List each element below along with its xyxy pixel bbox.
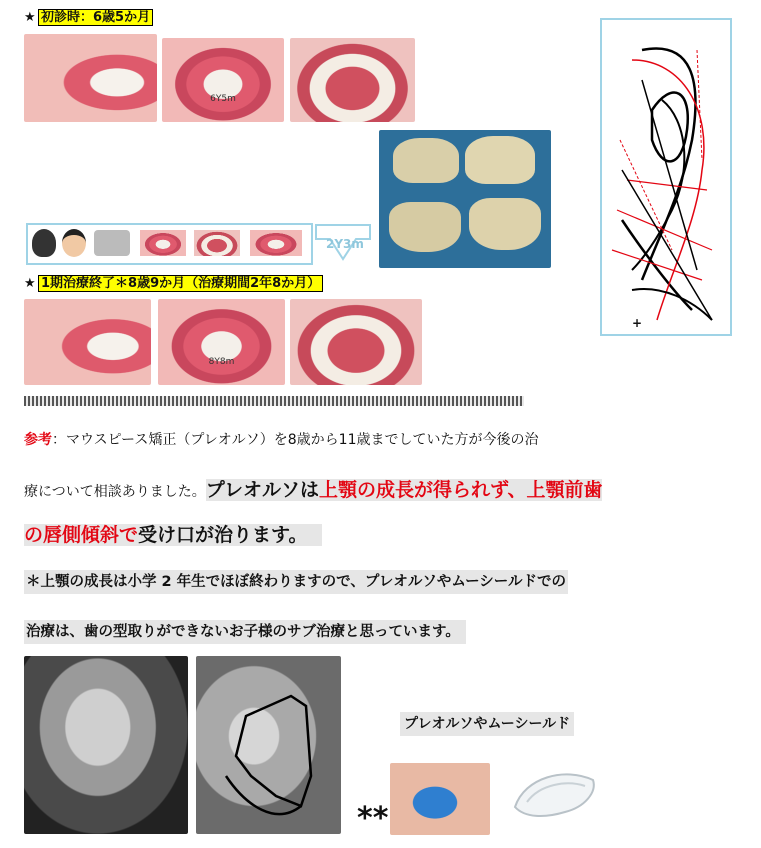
timeline-photo-2 <box>194 230 240 256</box>
timeline-photo-1 <box>140 230 186 256</box>
final-photo-caption: 8Y8m <box>208 357 235 367</box>
appliance-in-mouth-photo <box>390 763 490 835</box>
appliance-caption: プレオルソやムーシールド <box>400 712 574 736</box>
note-line-3-red: の唇側傾斜で <box>24 524 139 546</box>
appliance-icon <box>505 762 603 826</box>
dental-models-photo <box>379 130 551 268</box>
section2-label: 1期治療終了＊8歳9か月（治療期間2年8か月） <box>38 275 323 292</box>
star-icon-2: ★ <box>24 276 36 291</box>
note-line-1-text: ：マウスピース矯正（プレオルソ）を8歳から11歳までしていた方が今後の治 <box>52 432 539 448</box>
section1-label: 初診時：6歳5か月 <box>38 9 153 26</box>
note-line-3-bold: 受け口が治ります。 <box>138 524 321 546</box>
note-line-2-red: 上顎の成長が得られず、上顎前歯 <box>318 479 603 501</box>
xray-cephalogram <box>24 656 188 834</box>
arrow-down-icon <box>310 223 376 261</box>
note-prefix: 参考 <box>24 432 52 448</box>
head-profile-icon <box>32 229 56 257</box>
device-icon <box>94 230 130 256</box>
note-line-3 <box>24 522 322 550</box>
final-photo-frontal <box>158 299 285 385</box>
xray-tracing-overlay <box>196 656 341 834</box>
timeline-photo-3 <box>250 230 302 256</box>
note-line-1 <box>24 430 538 450</box>
arrow-label: 2Y3m <box>326 237 364 251</box>
note-line-2-text: 療について相談ありました。 <box>24 484 206 500</box>
note-line-4: ＊上顎の成長は小学 2 年生でほぼ終わりますので、プレオルソやムーシールドでの <box>24 570 568 594</box>
note-line-2 <box>24 478 602 504</box>
initial-photo-lateral <box>24 34 157 122</box>
final-photo-lateral <box>24 299 151 385</box>
dotted-divider <box>24 396 524 406</box>
note-line-2-bold: プレオルソは <box>205 479 319 501</box>
note-line-5: 治療は、歯の型取りができないお子様のサブ治療と思っています。 <box>24 620 466 644</box>
star-icon: ★ <box>24 10 36 25</box>
stars-mark: ** <box>357 801 389 836</box>
cephalometric-tracing <box>600 18 732 336</box>
head-front-icon <box>62 229 86 257</box>
timeline-strip <box>26 223 313 265</box>
initial-photo-occlusal <box>290 38 415 122</box>
initial-photo-caption: 6Y5m <box>210 94 236 104</box>
initial-photo-frontal <box>162 38 284 122</box>
final-photo-occlusal <box>290 299 422 385</box>
tracing-mark: + <box>632 316 643 330</box>
